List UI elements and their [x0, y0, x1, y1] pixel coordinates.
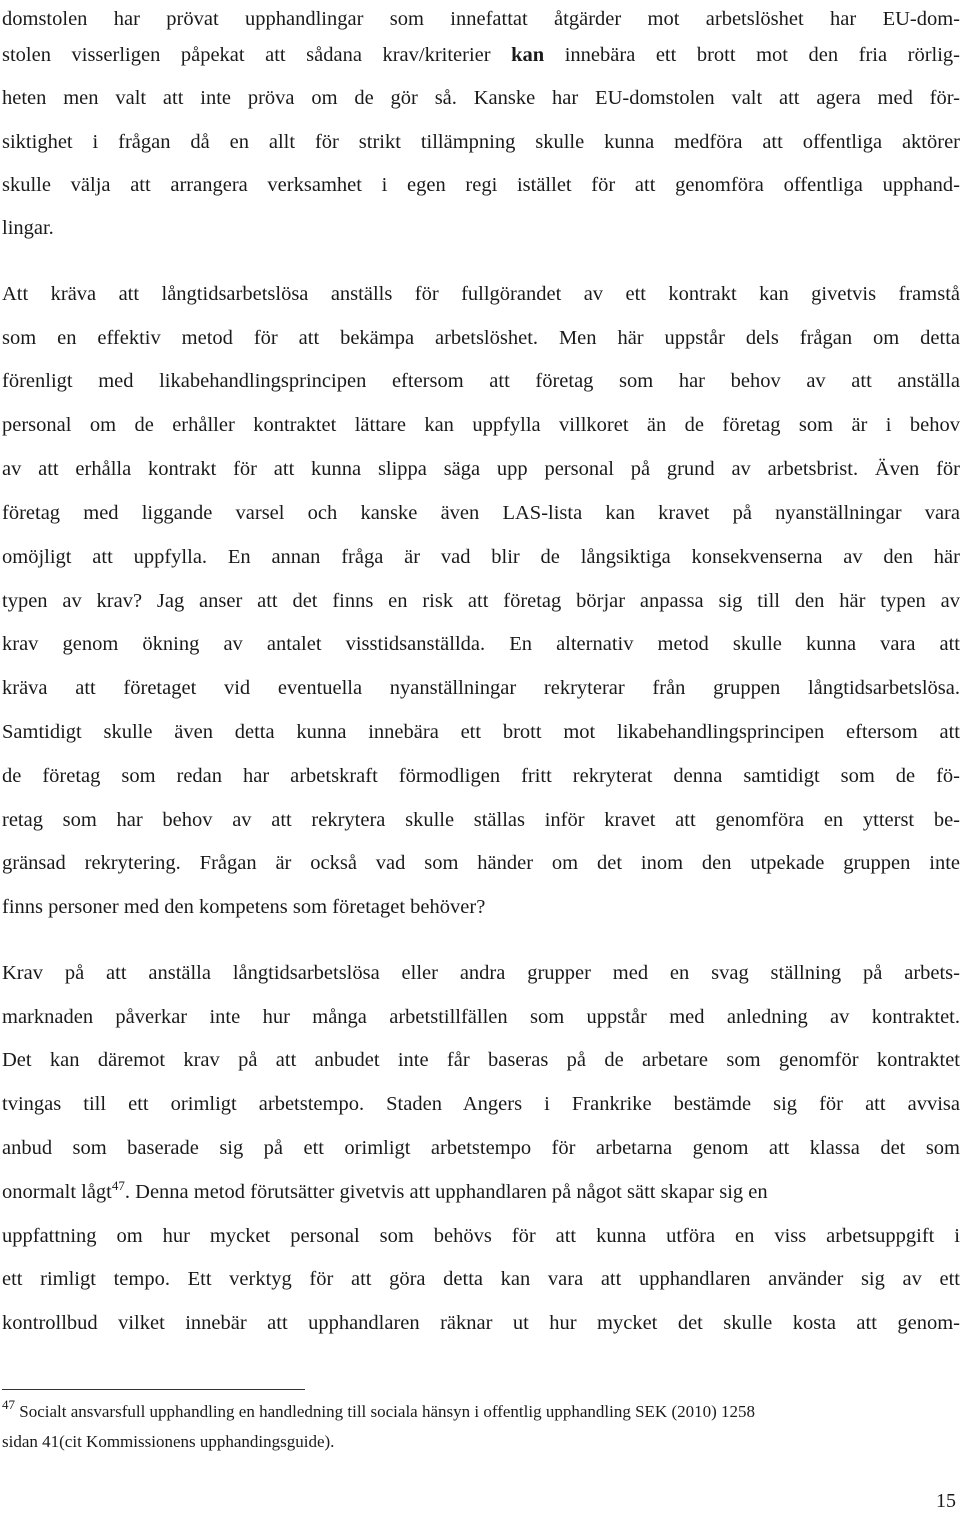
emphasized-word: kan: [511, 44, 545, 66]
text-line: Krav på att anställa långtidsarbetslösa eller andra grupper med en svag ställning på arbets-: [2, 962, 960, 984]
text-line: marknaden påverkar inte hur många arbetstillfällen som uppstår med anledning av kontraktet.: [2, 1006, 960, 1028]
text-line: [2, 1178, 960, 1204]
text-line: personal om de erhåller kontraktet lättare kan uppfylla villkoret än de företag som är i behov: [2, 414, 960, 436]
text-line: domstolen har prövat upphandlingar som innefattat åtgärder mot arbetslöshet har EU-dom-: [2, 8, 960, 30]
page-number: 15: [936, 1490, 956, 1512]
text-line: typen av krav? Jag anser att det finns en risk att företag börjar anpassa sig till den här typen av: [2, 590, 960, 612]
text-line: lingar.: [2, 217, 54, 239]
text-line: omöjligt att uppfylla. En annan fråga är vad blir de långsiktiga konsekvenserna av den här: [2, 546, 960, 568]
text-line: Att kräva att långtidsarbetslösa anställs för fullgörandet av ett kontrakt kan givetvis framstå: [2, 283, 960, 305]
text-line: retag som har behov av att rekrytera skulle ställas inför kravet att genomföra en ytterst be-: [2, 809, 960, 831]
text-line: siktighet i frågan då en allt för strikt tillämpning skulle kunna medföra att offentliga aktörer: [2, 131, 960, 153]
text-line: Det kan däremot krav på att anbudet inte får baseras på de arbetare som genomför kontraktet: [2, 1049, 960, 1071]
text-line: gränsad rekrytering. Frågan är också vad som händer om det inom den utpekade gruppen inte: [2, 852, 960, 874]
text-line: heten men valt att inte pröva om de gör så. Kanske har EU-domstolen valt att agera med för-: [2, 87, 960, 109]
text-line: skulle välja att arrangera verksamhet i egen regi istället för att genomföra offentliga upphand-: [2, 174, 960, 196]
footnote-line: [2, 1397, 960, 1422]
footnote-line: sidan 41(cit Kommissionens upphandingsguide).: [2, 1432, 335, 1451]
text-line: av att erhålla kontrakt för att kunna slippa säga upp personal på grund av arbetsbrist. Även för: [2, 458, 960, 480]
text-line: kontrollbud vilket innebär att upphandlaren räknar ut hur mycket det skulle kosta att genom-: [2, 1312, 960, 1334]
text-line: krav genom ökning av antalet visstidsanställda. En alternativ metod skulle kunna vara att: [2, 633, 960, 655]
footnote-separator: [2, 1389, 305, 1390]
text-segment: . Denna metod förutsätter givetvis att upphandlaren på något sätt skapar sig en: [124, 1181, 768, 1203]
text-line: som en effektiv metod för att bekämpa arbetslöshet. Men här uppstår dels frågan om detta: [2, 327, 960, 349]
text-segment: onormalt lågt: [2, 1181, 112, 1203]
text-line: Samtidigt skulle även detta kunna innebära ett brott mot likabehandlingsprincipen eftersom att: [2, 721, 960, 743]
text-line: tvingas till ett orimligt arbetstempo. Staden Angers i Frankrike bestämde sig för att avvisa: [2, 1093, 960, 1115]
text-line: stolen visserligen påpekat att sådana krav/kriterier kan innebära ett brott mot den fria rörlig-: [2, 44, 960, 66]
text-line: förenligt med likabehandlingsprincipen eftersom att företag som har behov av att anställa: [2, 370, 960, 392]
text-line: ett rimligt tempo. Ett verktyg för att göra detta kan vara att upphandlaren använder sig av ett: [2, 1268, 960, 1290]
footnote-reference[interactable]: 47: [111, 1178, 125, 1193]
text-line: de företag som redan har arbetskraft förmodligen fritt rekryterat denna samtidigt som de fö-: [2, 765, 960, 787]
text-line: finns personer med den kompetens som företaget behöver?: [2, 896, 486, 918]
footnote-number: 47: [2, 1397, 15, 1412]
text-line: anbud som baserade sig på ett orimligt arbetstempo för arbetarna genom att klassa det som: [2, 1137, 960, 1159]
footnote-text: Socialt ansvarsfull upphandling en handledning till sociala hänsyn i offentlig upphandling SEK (2010) 1258: [19, 1402, 756, 1421]
text-line: kräva att företaget vid eventuella nyanställningar rekryterar från gruppen långtidsarbetslösa.: [2, 677, 960, 699]
text-line: uppfattning om hur mycket personal som behövs för att kunna utföra en viss arbetsuppgift i: [2, 1225, 960, 1247]
text-line: företag med liggande varsel och kanske även LAS-lista kan kravet på nyanställningar vara: [2, 502, 960, 524]
